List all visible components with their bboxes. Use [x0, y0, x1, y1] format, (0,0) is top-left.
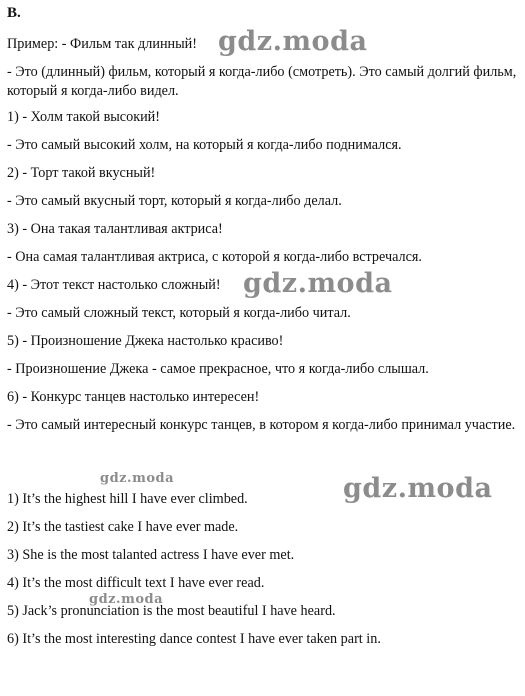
watermark-logo: gdz.moda: [89, 592, 164, 607]
section-heading: B.: [7, 5, 21, 21]
english-answer-6: 6) It’s the most interesting dance contest I have ever taken part in.: [7, 631, 381, 647]
item-6-prompt: 6) - Конкурс танцев настолько интересен!: [7, 389, 260, 405]
item-5-answer: - Произношение Джека - самое прекрасное, что я когда-либо слышал.: [7, 361, 429, 377]
example-answer: - Это (длинный) фильм, который я когда-либо (смотреть). Это самый долгий фильм, который я когда-либо видел.: [7, 64, 517, 99]
item-4-prompt: 4) - Этот текст настолько сложный!: [7, 277, 221, 293]
item-6-answer: - Это самый интересный конкурс танцев, в котором я когда-либо принимал участие.: [7, 417, 516, 433]
watermark-logo: gdz.moda: [100, 471, 175, 486]
item-4-answer: - Это самый сложный текст, который я когда-либо читал.: [7, 305, 351, 321]
item-1-prompt: 1) - Холм такой высокий!: [7, 109, 160, 125]
english-answer-4: 4) It’s the most difficult text I have ever read.: [7, 575, 265, 591]
item-5-prompt: 5) - Произношение Джека настолько красиво!: [7, 333, 284, 349]
item-3-answer: - Она самая талантливая актриса, с которой я когда-либо встречался.: [7, 249, 422, 265]
item-3-prompt: 3) - Она такая талантливая актриса!: [7, 221, 223, 237]
english-answer-1: 1) It’s the highest hill I have ever climbed.: [7, 491, 248, 507]
english-answer-2: 2) It’s the tastiest cake I have ever made.: [7, 519, 239, 535]
watermark-logo: gdz.moda: [243, 268, 393, 299]
watermark-logo: gdz.moda: [343, 473, 493, 504]
item-2-answer: - Это самый вкусный торт, который я когда-либо делал.: [7, 193, 342, 209]
item-2-prompt: 2) - Торт такой вкусный!: [7, 165, 156, 181]
item-1-answer: - Это самый высокий холм, на который я когда-либо поднимался.: [7, 137, 402, 153]
example-prompt: Пример: - Фильм так длинный!: [7, 36, 197, 52]
english-answer-5: 5) Jack’s pronunciation is the most beautiful I have heard.: [7, 603, 336, 619]
english-answer-3: 3) She is the most talanted actress I have ever met.: [7, 547, 295, 563]
watermark-logo: gdz.moda: [218, 26, 368, 57]
